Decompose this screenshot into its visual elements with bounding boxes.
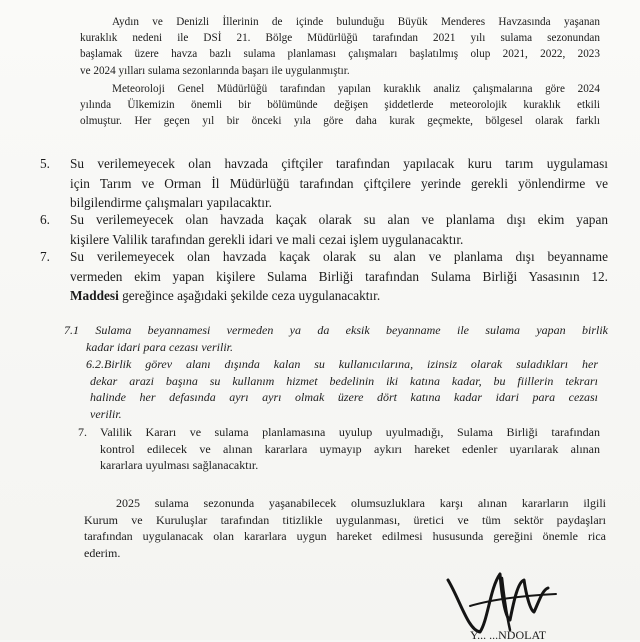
signature-name-text: Y... ...NDOLAT — [470, 628, 547, 642]
text-line: verilir. — [90, 406, 122, 421]
text-line: Kurum ve Kuruluşlar tarafından titizlikle uygulanması, üretici ve tüm sektör paydaşları — [84, 512, 606, 527]
text-line: kuraklık nedeni ile DSİ 21. Bölge Müdürlüğü tarafından 2021 yılı sulama sezonundan — [80, 32, 600, 45]
text-line: tarafından uygulanacak olan kararlara uygun hareket edilmesi hususunda gereğini önemle rica — [84, 529, 606, 544]
text-line: ve 2024 yılları sulama sezonlarında başarı ile uygulanmıştır. — [80, 64, 350, 77]
intro-paragraph-1 — [80, 14, 600, 79]
list-item-6 — [40, 210, 608, 249]
item-number: 7. — [78, 425, 87, 439]
text-line: kadar idari para cezası verilir. — [86, 339, 233, 354]
text-line: halinde her defasında ayrı ayrı olmak üzere dört katına kadar idari para cezası — [90, 390, 598, 404]
item-number: 5. — [40, 156, 50, 171]
text-line: dekar arazi başına su kullanım hizmet bedelinin iki katına kadar, bu fiillerin tekrarı — [90, 373, 598, 388]
text-line: olmuştur. Her geçen yıl bir önceki yıla göre daha kurak geçmekte, bölgesel olarak farklı — [80, 115, 600, 128]
text-line: bilgilendirme çalışmaları yapılacaktır. — [70, 195, 272, 210]
closing-paragraph — [84, 495, 606, 561]
bold-term: Maddesi — [70, 288, 119, 303]
sub-item-7-1 — [64, 322, 608, 355]
text-line: Su verilemeyecek olan havzada kaçak olarak su alan ve planlama dışı beyanname — [70, 249, 608, 264]
text-line: kararlara uyulması sağlanacaktır. — [100, 458, 259, 473]
list-item-7-control — [80, 424, 600, 474]
text-line: 6.2.Birlik görev alanı dışında kalan su kullanıcılarına, izinsiz olarak suladıkları her — [86, 357, 598, 371]
item-number: 6. — [40, 212, 50, 227]
item-number: 7. — [40, 249, 50, 264]
text-line: Su verilemeyecek olan havzada kaçak olarak su alan ve planlama dışı ekim yapan — [70, 212, 608, 227]
text-line: kontrol edilecek ve alınan kararlara uymayıp aykırı hareket edenler uyarılarak alınan — [100, 441, 600, 456]
text-line: Su verilemeyecek olan havzada çiftçiler tarafından yapılacak kuru tarım uygulaması — [70, 156, 608, 171]
text-line — [70, 286, 608, 306]
text-line: 2025 sulama sezonunda yaşanabilecek olumsuzluklara karşı alınan kararların ilgili — [116, 496, 606, 510]
text-line: yılında Ülkemizin önemli bir bölümünde değişen şiddetlerde meteorolojik kuraklık etkili — [80, 99, 600, 112]
list-item-7 — [40, 247, 608, 306]
text-line: için Tarım ve Orman İl Müdürlüğü tarafından çiftçilere yerinde gerekli yönlendirme ve — [70, 175, 608, 191]
text-line: başlamak üzere havza bazlı sulama planlaması çalışmaları başlatılmış olup 2021, 2022, 2023 — [80, 48, 600, 61]
list-item-5 — [40, 154, 608, 213]
text-fragment: gereğince aşağıdaki şekilde ceza uygulanacaktır. — [122, 288, 381, 303]
text-line: ederim. — [84, 545, 121, 560]
text-line: vermeden ekim yapan kişilere Sulama Birliği tarafından Sulama Birliği Yasasının 12. — [70, 268, 608, 284]
text-line: Meteoroloji Genel Müdürlüğü tarafından yapılan kuraklık analiz çalışmalarına göre 2024 — [112, 83, 600, 95]
text-line: Valilik Kararı ve sulama planlamasına uyulup uyulmadığı, Sulama Birliği tarafından — [100, 425, 600, 439]
text-line: 7.1 Sulama beyannamesi vermeden ya da eksik beyanname ile sulama yapan birlik — [64, 323, 608, 337]
sub-item-6-2 — [86, 356, 598, 422]
text-line: Aydın ve Denizli İllerinin de içinde bulunduğu Büyük Menderes Havzasında yaşanan — [112, 16, 600, 28]
intro-paragraph-2 — [80, 81, 600, 130]
text-line: kişilere Valilik tarafından gerekli idari ve mali cezai işlem uygulanacaktır. — [70, 231, 464, 247]
